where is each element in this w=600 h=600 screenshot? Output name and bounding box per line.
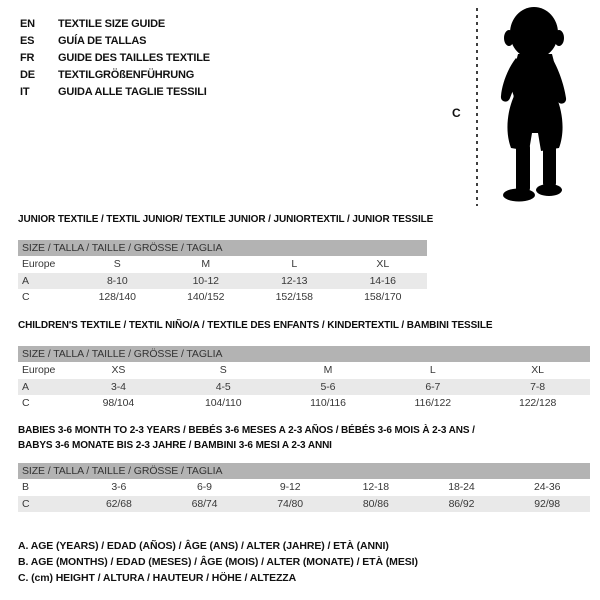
size-cell: 80/86: [362, 497, 389, 510]
legend-notes: [18, 538, 418, 586]
size-cell: 9-12: [279, 481, 301, 494]
row-label: Europe: [22, 364, 56, 377]
size-cell: 7-8: [530, 380, 546, 393]
size-header-row: [18, 346, 590, 362]
language-code: IT: [20, 85, 30, 98]
language-title-list: [20, 15, 210, 100]
note-height: C. (cm) HEIGHT / ALTURA / HAUTEUR / HÖHE / ALTEZZA: [18, 572, 297, 584]
row-label: B: [22, 481, 29, 494]
size-cell: M: [201, 258, 211, 271]
row-label: C: [22, 291, 30, 304]
size-header-cell: SIZE / TALLA / TAILLE / GRÖSSE / TAGLIA: [18, 346, 590, 362]
size-cell: XL: [376, 258, 390, 271]
size-cell: XS: [111, 364, 126, 377]
row-label: A: [22, 274, 29, 287]
size-cell: M: [323, 364, 333, 377]
table-row-height: [18, 289, 427, 306]
table-row-europe: [18, 362, 590, 379]
size-cell: 24-36: [533, 481, 561, 494]
note-age-months: B. AGE (MONTHS) / EDAD (MESES) / ÂGE (MOIS) / ALTER (MONATE) / ETÀ (MESI): [18, 556, 418, 568]
size-cell: L: [429, 364, 436, 377]
size-header-row: [18, 240, 427, 256]
size-cell: 140/152: [187, 291, 225, 304]
table-row-age-months: [18, 479, 590, 496]
note-age-years: A. AGE (YEARS) / EDAD (AÑOS) / ÂGE (ANS) / ALTER (JAHRE) / ETÀ (ANNI): [18, 540, 389, 552]
size-cell: 128/140: [98, 291, 136, 304]
size-header-cell: SIZE / TALLA / TAILLE / GRÖSSE / TAGLIA: [18, 240, 427, 256]
junior-section: [18, 212, 434, 306]
junior-size-table: [18, 240, 427, 306]
guide-title-de: TEXTILGRÖßENFÜHRUNG: [58, 68, 195, 81]
height-measure-line: [476, 8, 478, 206]
children-size-table: [18, 346, 590, 412]
size-cell: 116/122: [414, 397, 452, 410]
table-row-europe: [18, 256, 427, 273]
size-cell: 18-24: [448, 481, 475, 494]
table-row-height: [18, 395, 590, 412]
language-code: DE: [20, 68, 35, 81]
size-cell: 62/68: [105, 497, 132, 510]
row-label: A: [22, 380, 29, 393]
children-section-title: CHILDREN'S TEXTILE / TEXTIL NIÑO/A / TEXTILE DES ENFANTS / KINDERTEXTIL / BAMBINI TESSILE: [18, 320, 493, 331]
size-cell: 6-7: [425, 380, 441, 393]
language-code: FR: [20, 51, 35, 64]
size-cell: 92/98: [534, 497, 561, 510]
size-cell: 152/158: [275, 291, 313, 304]
size-cell: 3-4: [110, 380, 126, 393]
children-section: [18, 318, 590, 412]
table-row-age: [18, 273, 427, 290]
size-cell: 122/128: [518, 397, 557, 410]
size-cell: 12-18: [362, 481, 389, 494]
row-label: C: [22, 497, 30, 510]
row-label: C: [22, 397, 30, 410]
guide-title-fr: GUIDE DES TAILLES TEXTILE: [58, 51, 210, 64]
babies-size-table: [18, 463, 590, 512]
size-header-cell: SIZE / TALLA / TAILLE / GRÖSSE / TAGLIA: [18, 463, 590, 479]
table-row-age: [18, 379, 590, 396]
baby-silhouette-icon: [488, 6, 584, 206]
size-cell: 74/80: [277, 497, 304, 510]
babies-section-title-line1: BABIES 3-6 MONTH TO 2-3 YEARS / BEBÉS 3-6 MESES A 2-3 AÑOS / BÉBÉS 3-6 MOIS À 2-3 ANS /: [18, 425, 475, 436]
size-cell: XL: [531, 364, 544, 377]
language-row-es: [20, 32, 210, 49]
size-cell: 158/170: [364, 291, 402, 304]
table-row-height: [18, 496, 590, 513]
babies-section: [18, 423, 590, 512]
junior-section-title: JUNIOR TEXTILE / TEXTIL JUNIOR/ TEXTILE JUNIOR / JUNIORTEXTIL / JUNIOR TESSILE: [18, 214, 434, 225]
size-cell: 86/92: [448, 497, 475, 510]
height-measure-label: C: [452, 106, 461, 120]
language-row-fr: [20, 49, 210, 66]
guide-title-en: TEXTILE SIZE GUIDE: [58, 17, 166, 30]
size-cell: 110/116: [310, 397, 346, 410]
size-cell: 12-13: [281, 274, 308, 287]
size-header-row: [18, 463, 590, 479]
size-cell: L: [291, 258, 298, 271]
size-cell: 104/110: [204, 397, 242, 410]
language-code: ES: [20, 34, 35, 47]
language-row-en: [20, 15, 210, 32]
size-cell: 3-6: [111, 481, 127, 494]
language-code: EN: [20, 17, 35, 30]
size-cell: 8-10: [106, 274, 128, 287]
size-cell: S: [219, 364, 227, 377]
size-cell: 4-5: [215, 380, 231, 393]
language-row-it: [20, 83, 210, 100]
babies-section-title-line2: BABYS 3-6 MONATE BIS 2-3 JAHRE / BAMBINI 3-6 MESI A 2-3 ANNI: [18, 440, 332, 451]
language-row-de: [20, 66, 210, 83]
row-label: Europe: [22, 258, 56, 271]
size-cell: 14-16: [369, 274, 396, 287]
guide-title-es: GUÍA DE TALLAS: [58, 34, 147, 47]
size-cell: 5-6: [320, 380, 336, 393]
size-cell: 6-9: [197, 481, 212, 494]
size-cell: 98/104: [102, 397, 135, 410]
size-cell: 68/74: [191, 497, 218, 510]
guide-title-it: GUIDA ALLE TAGLIE TESSILI: [58, 85, 207, 98]
size-cell: S: [113, 258, 121, 271]
size-cell: 10-12: [192, 274, 219, 287]
